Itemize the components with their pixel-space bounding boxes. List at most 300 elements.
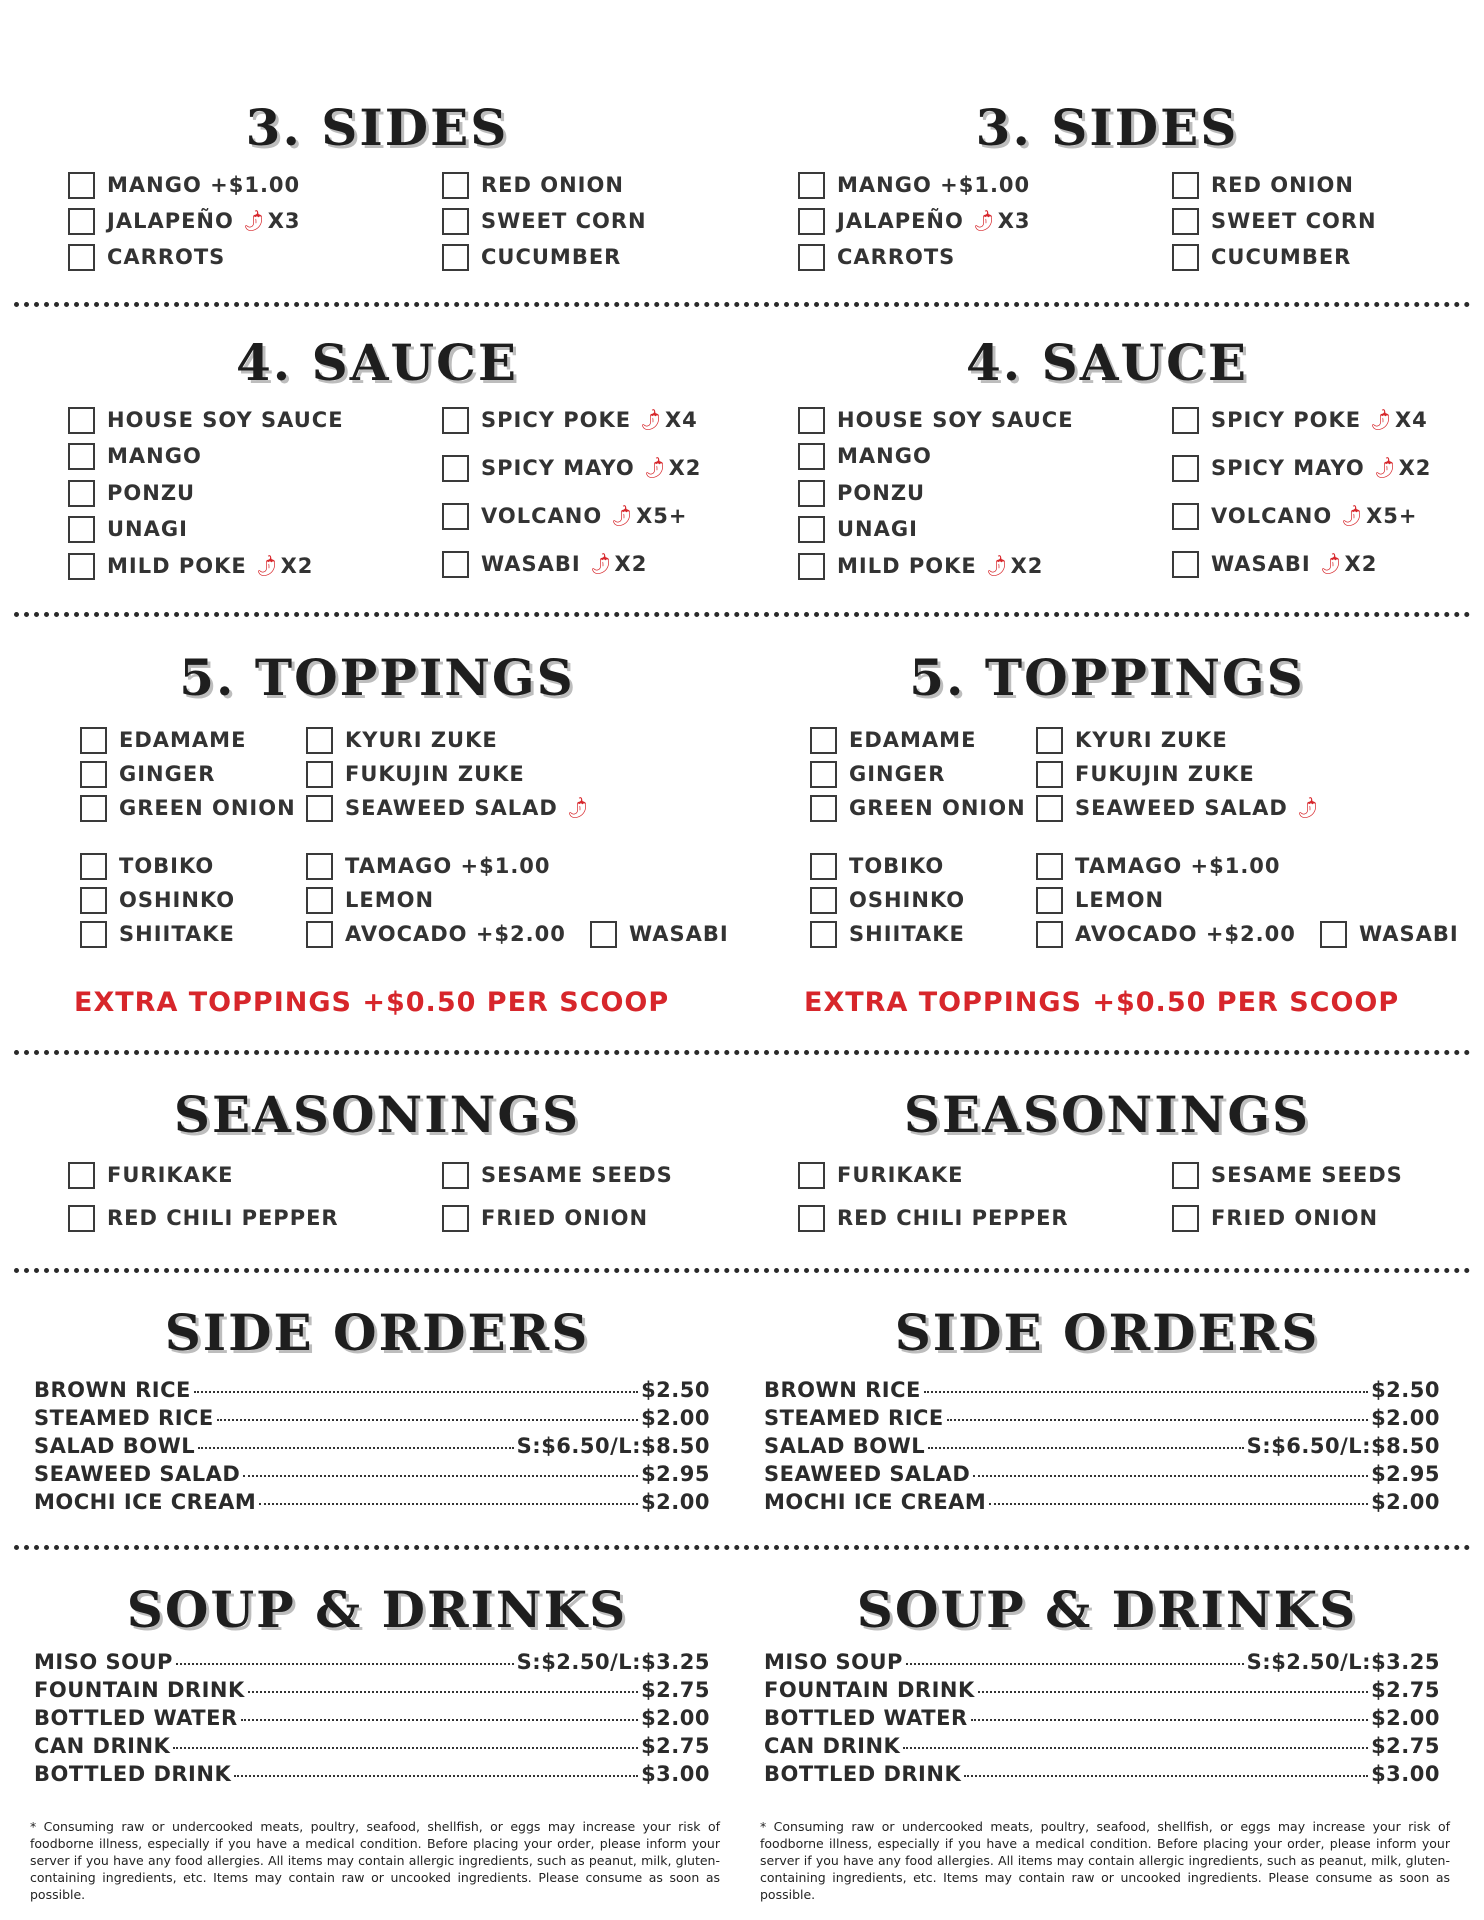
dot-leader (964, 1775, 1368, 1777)
dotted-divider (14, 1268, 740, 1273)
option-label: SHIITAKE (849, 922, 965, 946)
checkbox[interactable] (1036, 853, 1063, 880)
checkbox[interactable] (810, 853, 837, 880)
option-label: SPICY MAYO (1211, 456, 1365, 480)
sauce-option[interactable] (442, 549, 647, 579)
dotted-divider (14, 302, 740, 307)
option-label: GINGER (119, 762, 216, 786)
checkbox[interactable] (798, 516, 825, 543)
checkbox[interactable] (68, 208, 95, 235)
checkbox[interactable] (810, 795, 837, 822)
spice-level: X2 (1398, 456, 1432, 480)
checkbox[interactable] (68, 516, 95, 543)
menu-copy-right (744, 0, 1470, 1920)
item-name: MISO SOUP (34, 1650, 173, 1674)
seasonings-option[interactable] (442, 1203, 648, 1233)
toppings-option[interactable] (306, 919, 566, 949)
option-label: SPICY MAYO (481, 456, 635, 480)
sauce-option[interactable] (798, 551, 1043, 581)
item-name: STEAMED RICE (34, 1406, 214, 1430)
checkbox[interactable] (798, 480, 825, 507)
checkbox[interactable] (798, 172, 825, 199)
toppings-option[interactable] (1036, 793, 1322, 823)
item-price: $2.50 (641, 1378, 710, 1402)
option-label: SEAWEED SALAD (345, 796, 558, 820)
option-label: SESAME SEEDS (481, 1163, 673, 1187)
price-row (34, 1434, 710, 1462)
item-price: $3.00 (641, 1762, 710, 1786)
checkbox[interactable] (798, 1205, 825, 1232)
toppings-option[interactable] (810, 919, 965, 949)
toppings-option[interactable] (80, 919, 235, 949)
item-name: SEAWEED SALAD (34, 1462, 241, 1486)
spice-level: X3 (997, 209, 1031, 233)
option-label: SEAWEED SALAD (1075, 796, 1288, 820)
item-price: $2.00 (641, 1706, 710, 1730)
sauce-option[interactable] (1172, 405, 1428, 435)
item-name: SEAWEED SALAD (764, 1462, 971, 1486)
price-row (34, 1706, 710, 1734)
item-price: $2.50 (1371, 1378, 1440, 1402)
option-label: UNAGI (107, 517, 188, 541)
sides-option[interactable] (442, 242, 621, 272)
item-name: MOCHI ICE CREAM (764, 1490, 987, 1514)
option-label: MANGO +$1.00 (837, 173, 1031, 197)
checkbox[interactable] (80, 887, 107, 914)
checkbox[interactable] (306, 853, 333, 880)
option-label: OSHINKO (849, 888, 966, 912)
checkbox[interactable] (442, 244, 469, 271)
chili-icon: 🌶 (607, 502, 636, 530)
price-row (764, 1378, 1440, 1406)
option-label: AVOCADO +$2.00 (1075, 922, 1296, 946)
option-label: AVOCADO +$2.00 (345, 922, 566, 946)
item-name: MOCHI ICE CREAM (34, 1490, 257, 1514)
checkbox[interactable] (798, 553, 825, 580)
sides-option[interactable] (798, 206, 1031, 236)
spice-level: X2 (280, 554, 314, 578)
toppings-option[interactable] (1036, 885, 1164, 915)
item-name: BOTTLED WATER (764, 1706, 968, 1730)
checkbox[interactable] (68, 1205, 95, 1232)
checkbox[interactable] (1036, 795, 1063, 822)
option-label: SHIITAKE (119, 922, 235, 946)
toppings-option[interactable] (1320, 919, 1459, 949)
option-label: TOBIKO (119, 854, 215, 878)
item-price: S:$2.50/L:$3.25 (516, 1650, 710, 1674)
spice-level: X4 (1394, 408, 1428, 432)
option-label: RED ONION (481, 173, 624, 197)
dot-leader (243, 1475, 638, 1477)
checkbox[interactable] (442, 172, 469, 199)
toppings-option[interactable] (810, 793, 1026, 823)
option-label: GREEN ONION (849, 796, 1026, 820)
checkbox[interactable] (1172, 407, 1199, 434)
checkbox[interactable] (442, 551, 469, 578)
sauce-option[interactable] (798, 441, 932, 471)
sauce-option[interactable] (798, 514, 918, 544)
item-name: STEAMED RICE (764, 1406, 944, 1430)
dotted-divider (14, 1545, 740, 1550)
checkbox[interactable] (810, 761, 837, 788)
checkbox[interactable] (80, 795, 107, 822)
toppings-option[interactable] (80, 759, 215, 789)
option-label: SWEET CORN (1211, 209, 1377, 233)
dotted-divider (744, 302, 1470, 307)
dotted-divider (744, 1268, 1470, 1273)
dot-leader (248, 1691, 638, 1693)
checkbox[interactable] (798, 244, 825, 271)
option-label: KYURI ZUKE (1075, 728, 1228, 752)
sauce-option[interactable] (68, 478, 195, 508)
item-price: $2.00 (1371, 1706, 1440, 1730)
checkbox[interactable] (1320, 921, 1347, 948)
side-orders-title: SIDE ORDERS (894, 1303, 1320, 1362)
toppings-option[interactable] (306, 725, 498, 755)
item-price: S:$2.50/L:$3.25 (1246, 1650, 1440, 1674)
option-label: MANGO +$1.00 (107, 173, 301, 197)
seasonings-option[interactable] (68, 1160, 234, 1190)
price-row (34, 1406, 710, 1434)
checkbox[interactable] (798, 407, 825, 434)
sides-option[interactable] (68, 206, 301, 236)
checkbox[interactable] (306, 761, 333, 788)
dotted-divider (14, 1050, 740, 1055)
option-label: CUCUMBER (1211, 245, 1352, 269)
allergy-disclaimer: * Consuming raw or undercooked meats, poultry, seafood, shellfish, or eggs may increase your risk of foodborne illness, especially if you have a medical condition. Before placing your order, please inform your server if you have any food allergies. All items may contain allergic ingredients, such as peanut, milk, gluten-containing ingredients, etc. Items may contain raw or uncooked ingredients. Please consume as soon as possible. (30, 1819, 720, 1902)
price-row (764, 1406, 1440, 1434)
chili-icon: 🌶 (1315, 550, 1345, 578)
seasonings-option[interactable] (798, 1160, 964, 1190)
toppings-option[interactable] (1036, 759, 1255, 789)
checkbox[interactable] (810, 727, 837, 754)
price-row (764, 1650, 1440, 1678)
dot-leader (947, 1419, 1368, 1421)
checkbox[interactable] (80, 853, 107, 880)
checkbox[interactable] (68, 407, 95, 434)
item-price: $2.00 (641, 1490, 710, 1514)
checkbox[interactable] (1172, 244, 1199, 271)
dot-leader (173, 1747, 638, 1749)
seasonings-option[interactable] (798, 1203, 1069, 1233)
toppings-option[interactable] (80, 793, 296, 823)
item-price: $2.75 (1371, 1678, 1440, 1702)
chili-icon: 🌶 (636, 406, 665, 434)
sauce-option[interactable] (68, 551, 313, 581)
item-price: $2.00 (641, 1406, 710, 1430)
option-label: WASABI (1211, 552, 1311, 576)
dot-leader (973, 1475, 1368, 1477)
checkbox[interactable] (810, 887, 837, 914)
sauce-option[interactable] (1172, 549, 1377, 579)
checkbox[interactable] (1172, 1162, 1199, 1189)
dotted-divider (14, 612, 740, 617)
checkbox[interactable] (68, 172, 95, 199)
checkbox[interactable] (442, 407, 469, 434)
option-label: FURIKAKE (107, 1163, 234, 1187)
price-row (764, 1678, 1440, 1706)
item-name: BOTTLED DRINK (764, 1762, 962, 1786)
checkbox[interactable] (80, 921, 107, 948)
toppings-option[interactable] (1036, 919, 1296, 949)
toppings-option[interactable] (306, 851, 551, 881)
spice-level: X4 (664, 408, 698, 432)
sides-title: 3. SIDES (975, 98, 1239, 157)
chili-icon: 🌶 (639, 454, 669, 482)
price-row (764, 1734, 1440, 1762)
sauce-option[interactable] (1172, 501, 1417, 531)
option-label: EDAMAME (119, 728, 247, 752)
option-label: GREEN ONION (119, 796, 296, 820)
sauce-option[interactable] (798, 478, 925, 508)
toppings-option[interactable] (306, 759, 525, 789)
side-orders-title: SIDE ORDERS (164, 1303, 590, 1362)
seasonings-option[interactable] (1172, 1203, 1378, 1233)
item-name: BOTTLED DRINK (34, 1762, 232, 1786)
toppings-option[interactable] (1036, 725, 1228, 755)
sauce-title: 4. SAUCE (965, 333, 1248, 392)
option-label: CARROTS (107, 245, 226, 269)
extra-toppings-note: EXTRA TOPPINGS +$0.50 PER SCOOP (74, 987, 670, 1018)
menu-copy-left (14, 0, 740, 1920)
checkbox[interactable] (306, 921, 333, 948)
chili-icon: 🌶 (1292, 794, 1322, 822)
option-label: FURIKAKE (837, 1163, 964, 1187)
option-label: RED CHILI PEPPER (837, 1206, 1069, 1230)
sides-option[interactable] (1172, 170, 1354, 200)
option-label: UNAGI (837, 517, 918, 541)
chili-icon: 🌶 (1369, 454, 1399, 482)
checkbox[interactable] (1036, 727, 1063, 754)
item-price: $2.95 (641, 1462, 710, 1486)
checkbox[interactable] (1036, 887, 1063, 914)
option-label: SESAME SEEDS (1211, 1163, 1403, 1187)
item-price: $3.00 (1371, 1762, 1440, 1786)
sides-option[interactable] (442, 206, 647, 236)
option-label: VOLCANO (1211, 504, 1333, 528)
item-price: $2.00 (1371, 1406, 1440, 1430)
dot-leader (989, 1503, 1368, 1505)
dot-leader (903, 1747, 1368, 1749)
checkbox[interactable] (810, 921, 837, 948)
sides-option[interactable] (68, 242, 225, 272)
option-label: RED ONION (1211, 173, 1354, 197)
toppings-option[interactable] (810, 885, 965, 915)
dot-leader (924, 1391, 1368, 1393)
option-label: WASABI (1359, 922, 1459, 946)
sauce-option[interactable] (798, 405, 1074, 435)
toppings-option[interactable] (306, 885, 434, 915)
option-label: LEMON (345, 888, 435, 912)
dot-leader (978, 1691, 1368, 1693)
toppings-option[interactable] (80, 725, 246, 755)
soup-drinks-title: SOUP & DRINKS (126, 1580, 628, 1639)
checkbox[interactable] (68, 443, 95, 470)
checkbox[interactable] (442, 503, 469, 530)
chili-icon: 🌶 (1366, 406, 1395, 434)
checkbox[interactable] (590, 921, 617, 948)
option-label: TAMAGO +$1.00 (345, 854, 551, 878)
checkbox[interactable] (80, 727, 107, 754)
dot-leader (241, 1719, 638, 1721)
spice-level: X3 (267, 209, 301, 233)
item-name: BROWN RICE (34, 1378, 191, 1402)
chili-icon: 🌶 (238, 207, 268, 235)
sides-option[interactable] (798, 170, 1030, 200)
item-name: CAN DRINK (34, 1734, 171, 1758)
dot-leader (234, 1775, 638, 1777)
dot-leader (217, 1419, 638, 1421)
option-label: JALAPEÑO (837, 209, 964, 233)
checkbox[interactable] (798, 443, 825, 470)
checkbox[interactable] (306, 795, 333, 822)
checkbox[interactable] (68, 480, 95, 507)
item-price: $2.75 (1371, 1734, 1440, 1758)
option-label: JALAPEÑO (107, 209, 234, 233)
chili-icon: 🌶 (562, 794, 592, 822)
checkbox[interactable] (442, 1162, 469, 1189)
dot-leader (198, 1447, 514, 1449)
option-label: VOLCANO (481, 504, 603, 528)
option-label: SPICY POKE (1211, 408, 1362, 432)
checkbox[interactable] (68, 553, 95, 580)
checkbox[interactable] (1172, 551, 1199, 578)
option-label: TOBIKO (849, 854, 945, 878)
option-label: MANGO (107, 444, 202, 468)
spice-level: X5+ (636, 504, 688, 528)
sauce-option[interactable] (442, 405, 698, 435)
seasonings-option[interactable] (1172, 1160, 1403, 1190)
checkbox[interactable] (1172, 1205, 1199, 1232)
sauce-option[interactable] (68, 514, 188, 544)
sides-option[interactable] (68, 170, 300, 200)
sides-option[interactable] (798, 242, 955, 272)
item-name: FOUNTAIN DRINK (34, 1678, 245, 1702)
spice-level: X2 (1344, 552, 1378, 576)
option-label: CARROTS (837, 245, 956, 269)
allergy-disclaimer: * Consuming raw or undercooked meats, poultry, seafood, shellfish, or eggs may increase your risk of foodborne illness, especially if you have a medical condition. Before placing your order, please inform your server if you have any food allergies. All items may contain allergic ingredients, such as peanut, milk, gluten-containing ingredients, etc. Items may contain raw or uncooked ingredients. Please consume as soon as possible. (760, 1819, 1450, 1902)
checkbox[interactable] (442, 455, 469, 482)
extra-toppings-note: EXTRA TOPPINGS +$0.50 PER SCOOP (804, 987, 1400, 1018)
dot-leader (176, 1663, 514, 1665)
sides-option[interactable] (1172, 242, 1351, 272)
item-price: $2.75 (641, 1734, 710, 1758)
checkbox[interactable] (1172, 503, 1199, 530)
checkbox[interactable] (68, 244, 95, 271)
soup-drinks-title: SOUP & DRINKS (856, 1580, 1358, 1639)
checkbox[interactable] (80, 761, 107, 788)
price-row (34, 1762, 710, 1790)
item-price: $2.75 (641, 1678, 710, 1702)
option-label: PONZU (107, 481, 196, 505)
sauce-option[interactable] (442, 453, 701, 483)
chili-icon: 🌶 (981, 552, 1011, 580)
price-row (764, 1434, 1440, 1462)
checkbox[interactable] (1036, 921, 1063, 948)
checkbox[interactable] (798, 1162, 825, 1189)
toppings-option[interactable] (810, 759, 945, 789)
option-label: LEMON (1075, 888, 1165, 912)
checkbox[interactable] (1036, 761, 1063, 788)
toppings-option[interactable] (590, 919, 729, 949)
checkbox[interactable] (306, 727, 333, 754)
option-label: CUCUMBER (481, 245, 622, 269)
toppings-title: 5. TOPPINGS (909, 648, 1305, 707)
price-row (34, 1462, 710, 1490)
option-label: RED CHILI PEPPER (107, 1206, 339, 1230)
option-label: WASABI (481, 552, 581, 576)
checkbox[interactable] (1172, 455, 1199, 482)
seasonings-option[interactable] (442, 1160, 673, 1190)
option-label: KYURI ZUKE (345, 728, 498, 752)
spice-level: X5+ (1366, 504, 1418, 528)
option-label: MILD POKE (837, 554, 977, 578)
checkbox[interactable] (306, 887, 333, 914)
spice-level: X2 (614, 552, 648, 576)
checkbox[interactable] (442, 208, 469, 235)
toppings-option[interactable] (810, 725, 976, 755)
option-label: SWEET CORN (481, 209, 647, 233)
price-row (764, 1490, 1440, 1518)
chili-icon: 🌶 (251, 552, 281, 580)
toppings-title: 5. TOPPINGS (179, 648, 575, 707)
sides-title: 3. SIDES (245, 98, 509, 157)
dotted-divider (744, 1545, 1470, 1550)
sides-option[interactable] (442, 170, 624, 200)
price-row (34, 1378, 710, 1406)
dot-leader (906, 1663, 1244, 1665)
toppings-option[interactable] (810, 851, 944, 881)
item-name: SALAD BOWL (34, 1434, 196, 1458)
option-label: PONZU (837, 481, 926, 505)
checkbox[interactable] (68, 1162, 95, 1189)
option-label: FRIED ONION (481, 1206, 649, 1230)
checkbox[interactable] (442, 1205, 469, 1232)
sauce-option[interactable] (1172, 453, 1431, 483)
option-label: MILD POKE (107, 554, 247, 578)
price-row (764, 1762, 1440, 1790)
sauce-option[interactable] (68, 405, 344, 435)
spice-level: X2 (1010, 554, 1044, 578)
seasonings-option[interactable] (68, 1203, 339, 1233)
option-label: EDAMAME (849, 728, 977, 752)
checkbox[interactable] (1172, 208, 1199, 235)
item-name: FOUNTAIN DRINK (764, 1678, 975, 1702)
dotted-divider (744, 612, 1470, 617)
item-name: CAN DRINK (764, 1734, 901, 1758)
toppings-option[interactable] (306, 793, 592, 823)
toppings-option[interactable] (1036, 851, 1281, 881)
toppings-option[interactable] (80, 851, 214, 881)
option-label: FRIED ONION (1211, 1206, 1379, 1230)
option-label: MANGO (837, 444, 932, 468)
price-row (764, 1462, 1440, 1490)
seasonings-title: SEASONINGS (173, 1085, 581, 1144)
sauce-option[interactable] (68, 441, 202, 471)
checkbox[interactable] (1172, 172, 1199, 199)
dot-leader (259, 1503, 638, 1505)
spice-level: X2 (668, 456, 702, 480)
item-name: BOTTLED WATER (34, 1706, 238, 1730)
sides-option[interactable] (1172, 206, 1377, 236)
toppings-option[interactable] (80, 885, 235, 915)
checkbox[interactable] (798, 208, 825, 235)
sauce-option[interactable] (442, 501, 687, 531)
item-price: S:$6.50/L:$8.50 (1246, 1434, 1440, 1458)
chili-icon: 🌶 (585, 550, 615, 578)
option-label: WASABI (629, 922, 729, 946)
item-name: MISO SOUP (764, 1650, 903, 1674)
